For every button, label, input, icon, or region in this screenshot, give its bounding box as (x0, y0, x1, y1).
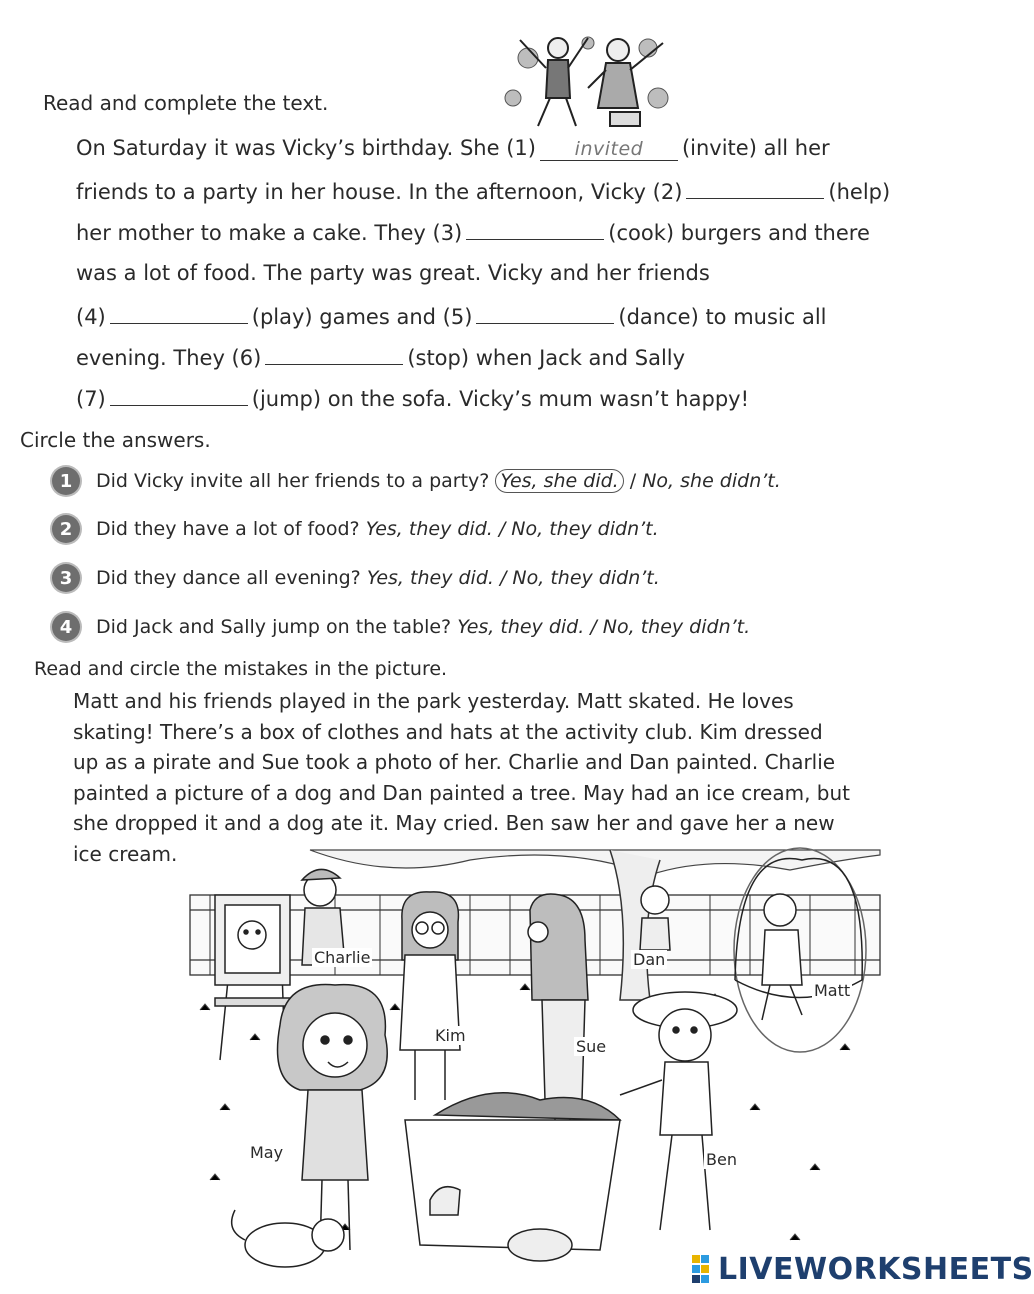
option-yes[interactable]: Yes, they did. (365, 518, 493, 540)
option-no[interactable]: No, they didn’t. (511, 518, 659, 540)
question-1 (52, 467, 781, 495)
answer-blank-1[interactable]: invited (540, 138, 678, 161)
section2-title: Circle the answers. (20, 428, 211, 452)
question-number-badge: 1 (52, 467, 80, 495)
question-number-badge: 2 (52, 515, 80, 543)
option-yes[interactable]: Yes, they did. (366, 567, 494, 589)
line-text: (4) (76, 305, 106, 329)
text-line-7 (76, 385, 749, 411)
answer-blank-7[interactable] (110, 385, 248, 406)
text-line-1 (76, 136, 830, 161)
option-yes[interactable]: Yes, she did. (495, 469, 623, 493)
question-number-badge: 3 (52, 564, 80, 592)
label-ben: Ben (706, 1150, 737, 1169)
question-text: Did they have a lot of food? (96, 518, 360, 540)
question-text: Did Vicky invite all her friends to a party? (96, 470, 490, 492)
answer-blank-2[interactable] (686, 178, 824, 199)
logo-icon (692, 1255, 718, 1285)
line-text: (cook) burgers and there (608, 221, 870, 245)
line-text: (dance) to music all (618, 305, 827, 329)
paragraph-line: up as a pirate and Sue took a photo of her. Charlie and Dan painted. Charlie (73, 750, 836, 774)
logo-text: LIVEWORKSHEETS (718, 1252, 1034, 1287)
option-no[interactable]: No, they didn’t. (512, 567, 660, 589)
answer-blank-3[interactable] (466, 219, 604, 240)
option-separator: / (629, 470, 637, 492)
section3-title: Read and circle the mistakes in the picture. (34, 658, 448, 680)
text-line-6 (76, 344, 685, 370)
question-3 (52, 564, 660, 592)
text-line-2 (76, 178, 890, 204)
section3-paragraph (73, 686, 850, 869)
label-charlie: Charlie (314, 948, 371, 967)
text-line-4 (76, 261, 710, 285)
question-2 (52, 515, 659, 543)
answer-blank-5[interactable] (476, 303, 614, 324)
paragraph-line: painted a picture of a dog and Dan painted a tree. May had an ice cream, but (73, 780, 851, 805)
park-picture[interactable] (190, 850, 880, 1282)
question-text: Did they dance all evening? (96, 567, 361, 589)
line-text: (help) (828, 180, 891, 204)
line-text: (jump) on the sofa. Vicky’s mum wasn’t happy! (251, 387, 749, 411)
paragraph-line: skating! There’s a box of clothes and hats at the activity club. Kim dressed (73, 719, 823, 744)
line-text: was a lot of food. The party was great. Vicky and her friends (76, 261, 710, 285)
question-text: Did Jack and Sally jump on the table? (96, 616, 452, 638)
text-line-5 (76, 303, 827, 329)
line-text: friends to a party in her house. In the afternoon, Vicky (2) (76, 180, 683, 204)
option-yes[interactable]: Yes, they did. (457, 616, 585, 638)
line-text: (play) games and (5) (251, 305, 473, 329)
party-illustration (498, 28, 670, 128)
option-separator: / (498, 518, 506, 540)
label-dan: Dan (633, 950, 666, 969)
question-4 (52, 613, 750, 641)
line-text: (7) (76, 387, 106, 411)
label-kim: Kim (435, 1026, 466, 1045)
question-number-badge: 4 (52, 613, 80, 641)
line-text: (invite) all her (681, 136, 830, 160)
option-separator: / (499, 567, 507, 589)
liveworksheets-logo[interactable] (692, 1252, 1034, 1287)
label-matt: Matt (814, 981, 851, 1000)
line-text: her mother to make a cake. They (3) (76, 221, 463, 245)
answer-blank-6[interactable] (265, 344, 403, 365)
section1-title: Read and complete the text. (43, 91, 329, 115)
paragraph-line: Matt and his friends played in the park yesterday. Matt skated. He loves (73, 689, 794, 713)
paragraph-line: she dropped it and a dog ate it. May cried. Ben saw her and gave her a new (73, 811, 835, 835)
option-no[interactable]: No, she didn’t. (642, 470, 781, 492)
paragraph-line: ice cream. (73, 841, 178, 866)
option-separator: / (590, 616, 597, 638)
label-may: May (250, 1143, 284, 1162)
park-scene-illustration (190, 850, 880, 1282)
option-no[interactable]: No, they didn’t. (602, 616, 751, 638)
line-text: evening. They (6) (76, 346, 262, 370)
line-text: (stop) when Jack and Sally (407, 346, 686, 370)
text-line-3 (76, 219, 870, 245)
line-text: On Saturday it was Vicky’s birthday. She (1) (76, 136, 536, 160)
answer-blank-4[interactable] (110, 303, 248, 324)
label-sue: Sue (576, 1037, 607, 1056)
